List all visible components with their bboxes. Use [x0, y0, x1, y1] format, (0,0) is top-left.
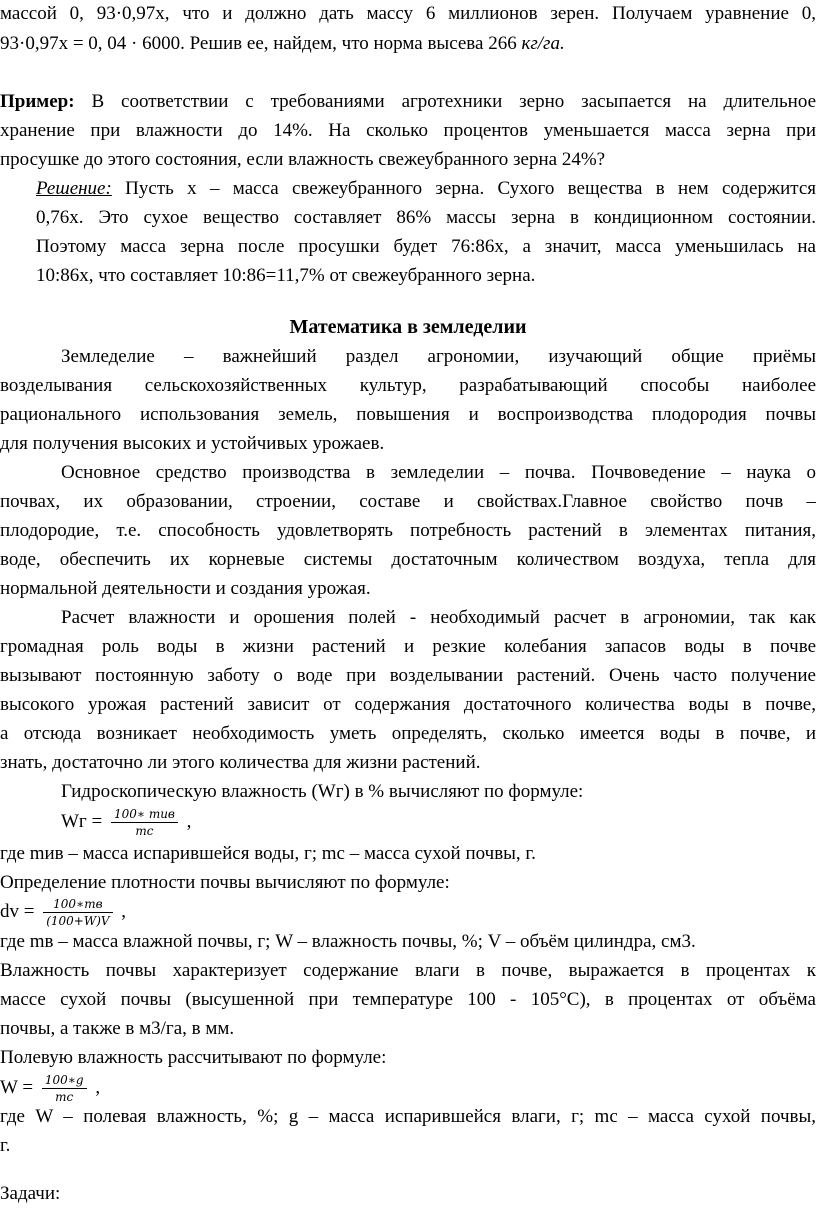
top-line-2-unit: кг/га.	[521, 33, 565, 54]
example-text-1: В соответствии с требованиями агротехники зерно засыпается на длительное	[91, 91, 816, 112]
section-title: Математика в земледелии	[289, 316, 527, 338]
tasks-heading: Задачи:	[0, 1183, 61, 1204]
para1-line-4: для получения высоких и устойчивых урожаев.	[0, 433, 385, 454]
formula1	[61, 802, 191, 842]
formula1-tail: ,	[186, 811, 192, 832]
formula2-numerator: 100∗mв	[43, 896, 112, 913]
para1-line-1: Земледелие – важнейший раздел агрономии, изучающий общие приёмы	[61, 346, 816, 367]
formula3-tail: ,	[95, 1077, 101, 1098]
moisture-line-1: Влажность почвы характеризует содержание влаги в почве, выражается в процентах к	[0, 960, 816, 981]
formula3-intro: Полевую влажность рассчитывают по формуле:	[0, 1047, 387, 1068]
formula3	[0, 1068, 100, 1108]
formula2-fraction	[43, 896, 112, 929]
example-line-2: хранение при влажности до 14%. На сколько процентов уменьшается масса зерна при	[0, 120, 816, 141]
para3-line-1: Расчет влажности и орошения полей - необходимый расчет в агрономии, так как	[61, 607, 816, 628]
para3-line-4: высокого урожая растений зависит от содержания достаточного количества воды в почве,	[0, 694, 816, 715]
formula2-lhs: dv =	[0, 901, 35, 922]
solution-label: Решение:	[36, 178, 112, 199]
formula2-where: где mв – масса влажной почвы, г; W – влажность почвы, %; V – объём цилиндра, см3.	[0, 931, 696, 952]
para2-line-3: плодородие, т.е. способность удовлетворять потребность растений в элементах питания,	[0, 520, 816, 541]
formula1-denominator: mс	[135, 824, 154, 839]
formula1-numerator: 100∗ mив	[111, 806, 178, 823]
formula2-intro: Определение плотности почвы вычисляют по формуле:	[0, 872, 450, 893]
formula1-fraction	[111, 806, 178, 839]
formula3-denominator: mс	[55, 1090, 74, 1105]
top-line-2	[0, 30, 816, 58]
formula3-where-2: г.	[0, 1135, 11, 1156]
solution-line-1	[36, 175, 816, 203]
solution-line-4: 10:86x, что составляет 10:86=11,7% от свежеубранного зерна.	[36, 265, 536, 286]
formula3-where-1: где W – полевая влажность, %; g – масса испарившейся влаги, г; mс – масса сухой почвы,	[0, 1106, 816, 1127]
para3-line-2: громадная роль воды в жизни растений и резкие колебания запасов воды в почве	[0, 636, 816, 657]
para2-line-4: воде, обеспечить их корневые системы достаточным количеством воздуха, тепла для	[0, 549, 816, 570]
formula3-numerator: 100∗g	[42, 1072, 87, 1089]
top-line-1: массой 0, 93·0,97x, что и должно дать массу 6 миллионов зерен. Получаем уравнение 0,	[0, 3, 816, 24]
formula1-where: где mив – масса испарившейся воды, г; mс – масса сухой почвы, г.	[0, 843, 536, 864]
formula2-denominator: (100+W)V	[46, 914, 110, 929]
example-label: Пример:	[0, 91, 75, 112]
solution-line-3: Поэтому масса зерна после просушки будет 76:86x, а значит, масса уменьшилась на	[36, 236, 816, 257]
solution-text-1: Пусть x – масса свежеубранного зерна. Сухого вещества в нем содержится	[125, 178, 816, 199]
example-line-1	[0, 88, 816, 116]
formula3-fraction	[42, 1072, 87, 1105]
formula3-lhs: W =	[0, 1077, 34, 1098]
formula1-intro: Гидроскопическую влажность (Wг) в % вычисляют по формуле:	[61, 781, 584, 802]
para3-line-3: вызывают постоянную заботу о воде при возделывании растений. Очень часто получение	[0, 665, 816, 686]
formula2-tail: ,	[121, 901, 127, 922]
solution-line-2: 0,76x. Это сухое вещество составляет 86% массы зерна в кондиционном состоянии.	[36, 207, 816, 228]
para3-line-6: знать, достаточно ли этого количества для жизни растений.	[0, 752, 481, 773]
example-line-3: просушке до этого состояния, если влажность свежеубранного зерна 24%?	[0, 149, 606, 170]
para2-line-5: нормальной деятельности и создания урожая.	[0, 578, 371, 599]
formula2	[0, 892, 126, 932]
para1-line-2: возделывания сельскохозяйственных культур, разрабатывающий способы наиболее	[0, 375, 816, 396]
formula1-lhs: Wг =	[61, 811, 103, 832]
para3-line-5: а отсюда возникает необходимость уметь определять, сколько имеется воды в почве, и	[0, 723, 816, 744]
para2-line-2: почвах, их образовании, строении, составе и свойствах.Главное свойство почв –	[0, 491, 816, 512]
para1-line-3: рационального использования земель, повышения и воспроизводства плодородия почвы	[0, 404, 816, 425]
moisture-line-2: массе сухой почвы (высушенной при температуре 100 - 105°С), в процентах от объёма	[0, 989, 816, 1010]
moisture-line-3: почвы, а также в м3/га, в мм.	[0, 1018, 235, 1039]
para2-line-1: Основное средство производства в земледелии – почва. Почвоведение – наука о	[61, 462, 816, 483]
top-line-2-text: 93·0,97x = 0, 04 · 6000. Решив ее, найдем, что норма высева 266	[0, 33, 517, 54]
